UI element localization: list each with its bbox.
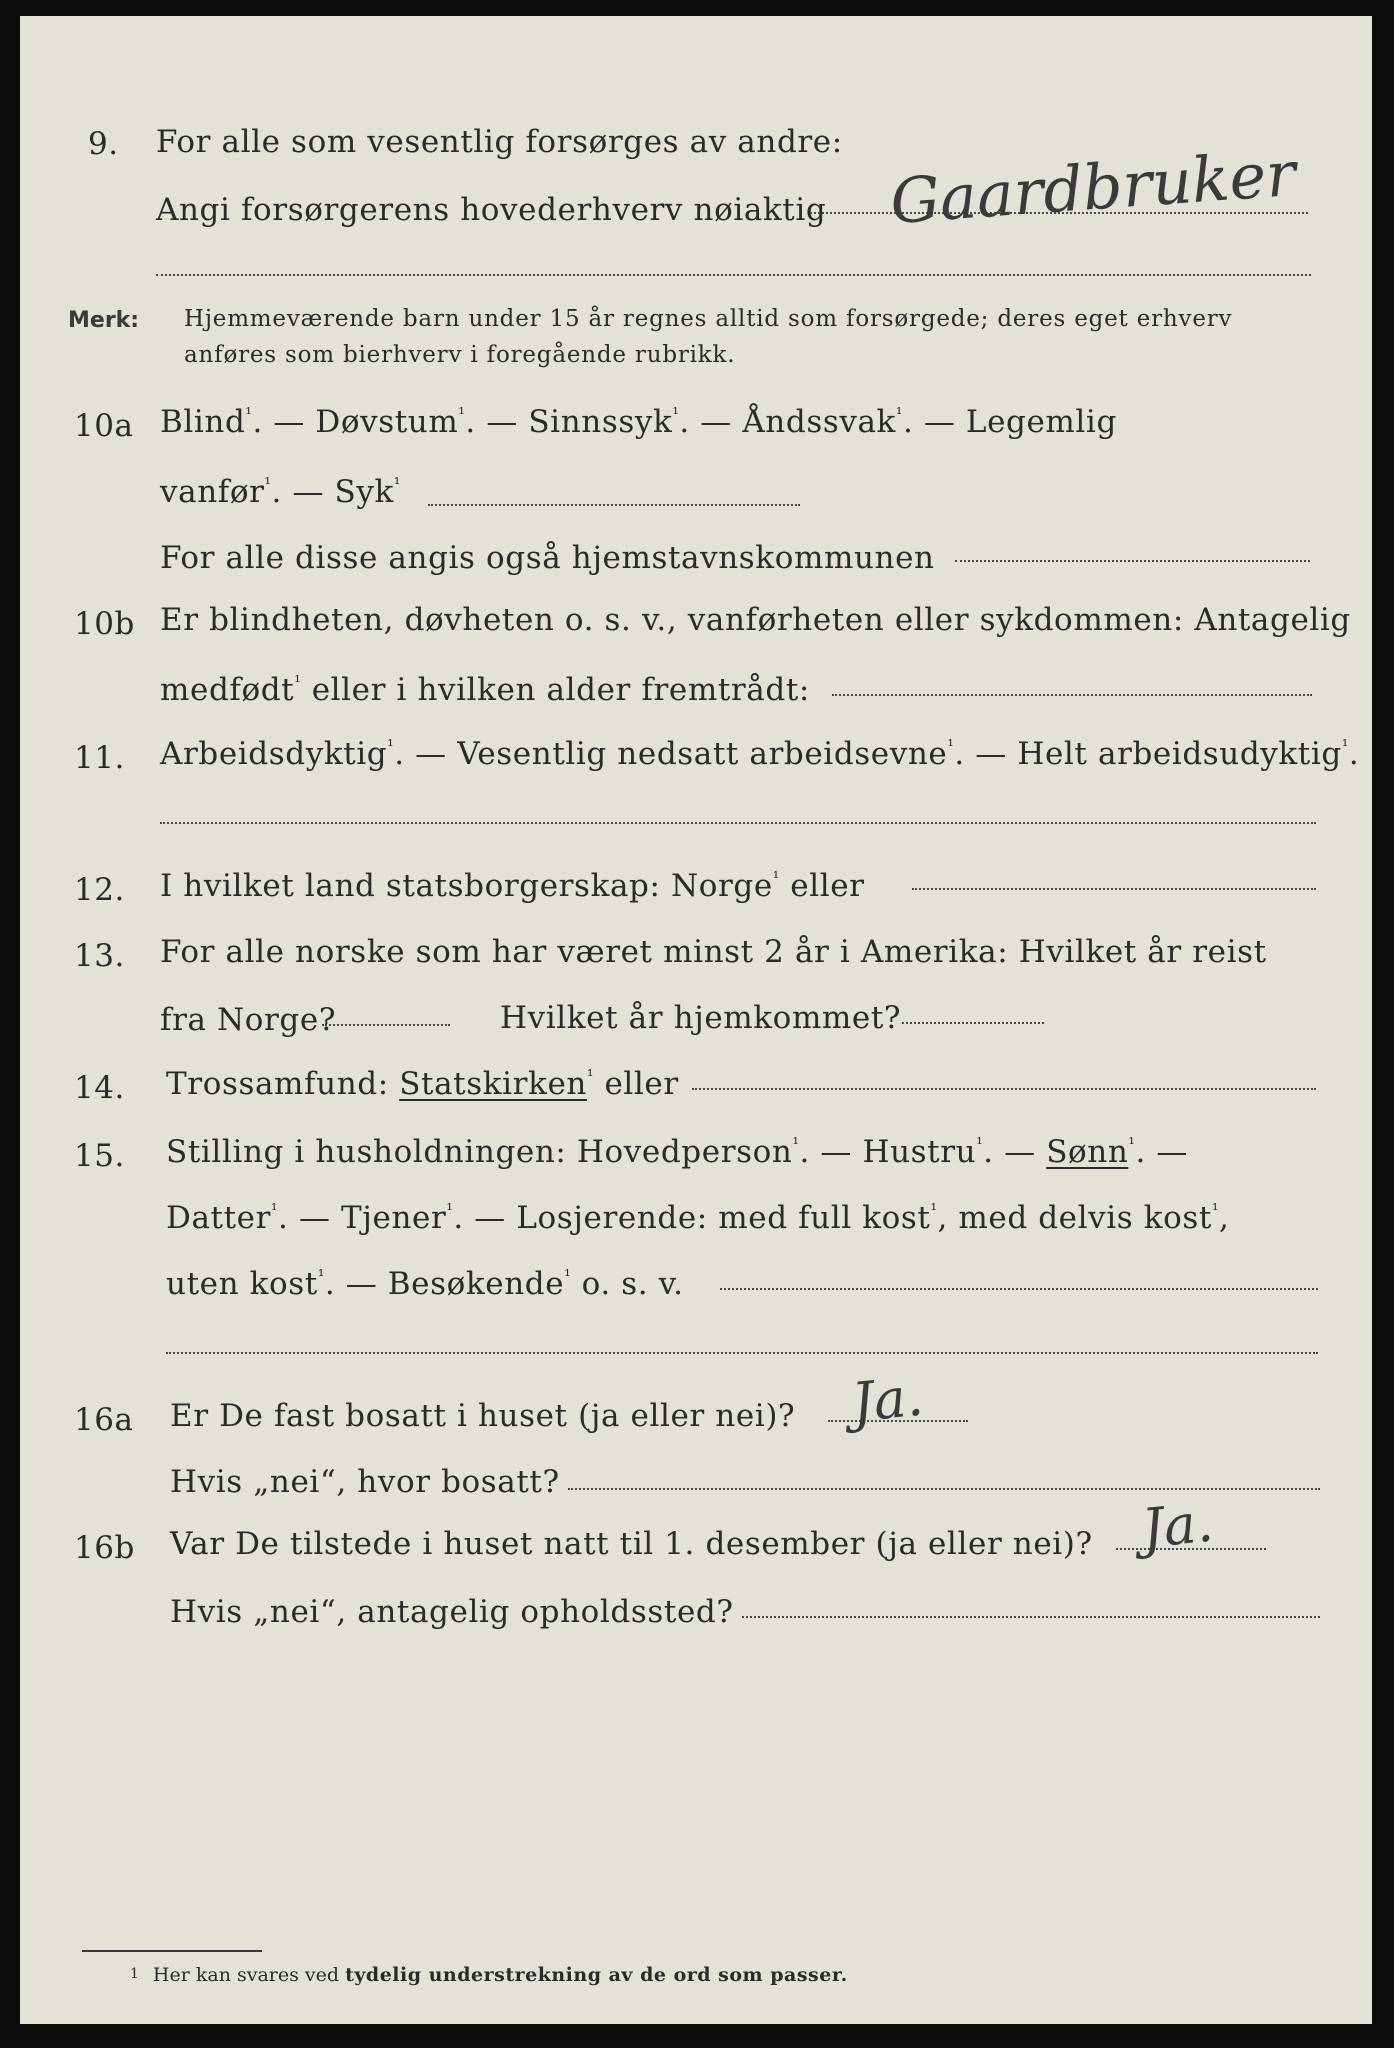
q10b-line2: medfødt$^{^1}$ eller i hvilken alder fremtrådt: [160, 672, 810, 708]
q14-answer-line [692, 1088, 1316, 1090]
q16b-number: 16b [74, 1530, 135, 1566]
q13-hjemkommet-line [902, 1022, 1044, 1024]
q15-number: 15. [74, 1138, 125, 1174]
footnote: 1 Her kan svares ved tydelig understrekning av de ord som passer. [130, 1964, 848, 1986]
q13-reist-line [322, 1024, 450, 1026]
merk-label: Merk: [68, 308, 140, 333]
q9-number: 9. [88, 126, 119, 162]
q10a-line3: For alle disse angis også hjemstavnskommunen [160, 540, 935, 576]
q13-line2b: Hvilket år hjemkommet? [500, 1000, 902, 1036]
q16b-opholdssted-line [742, 1616, 1320, 1618]
q11-answer-line [160, 822, 1316, 824]
merk-line2: anføres som bierhverv i foregående rubrikk. [184, 342, 736, 368]
q15-line1: Stilling i husholdningen: Hovedperson$^{^1}$. — Hustru$^{^1}$. — Sønn$^{^1}$. — [166, 1134, 1188, 1170]
q16a-handwritten-answer: Ja. [848, 1364, 927, 1435]
q15-answer-line [720, 1288, 1318, 1290]
q14-number: 14. [74, 1070, 125, 1106]
q15-sonn-underlined: Sønn [1046, 1134, 1129, 1170]
q11-line: Arbeidsdyktig$^{^1}$. — Vesentlig nedsatt arbeidsevne$^{^1}$. — Helt arbeidsudyktig$^{^1}$. [160, 736, 1360, 772]
q16b-line1: Var De tilstede i huset natt til 1. desember (ja eller nei)? [170, 1526, 1093, 1562]
q11-number: 11. [74, 740, 125, 776]
merk-line1: Hjemmeværende barn under 15 år regnes alltid som forsørgede; deres eget erhverv [184, 306, 1233, 332]
q16b-line2: Hvis „nei“, antagelig opholdssted? [170, 1594, 734, 1630]
q14-statskirken-underlined: Statskirken [399, 1066, 587, 1102]
q10b-answer-line [832, 694, 1312, 696]
q13-number: 13. [74, 938, 125, 974]
q9-handwritten-answer: Gaardbruker [887, 136, 1298, 239]
q10a-line1: Blind$^{^1}$. — Døvstum$^{^1}$. — Sinnssyk$^{^1}$. — Åndssvak$^{^1}$. — Legemlig [160, 404, 1117, 440]
q12-answer-line [912, 888, 1316, 890]
footnote-mark: 1 [130, 1966, 139, 1982]
q9-line2: Angi forsørgerens hovederhverv nøiaktig [156, 192, 827, 228]
q10a-hjemstavn-line [955, 560, 1310, 562]
q16a-number: 16a [74, 1402, 134, 1438]
q14-line: Trossamfund: Statskirken$^{^1}$ eller [166, 1066, 679, 1102]
q10a-number: 10a [74, 408, 134, 444]
q15-line3: uten kost$^{^1}$. — Besøkende$^{^1}$ o. s. v. [166, 1266, 684, 1302]
q13-line2a: fra Norge? [160, 1002, 337, 1038]
q9-extra-line [156, 274, 1311, 276]
q16a-line1: Er De fast bosatt i huset (ja eller nei)? [170, 1398, 796, 1434]
q9-line1: For alle som vesentlig forsørges av andre: [156, 124, 843, 160]
q10a-syk-line [428, 504, 800, 506]
q10b-number: 10b [74, 606, 135, 642]
q10a-line2: vanfør$^{^1}$. — Syk$^{^1}$ [160, 474, 401, 510]
q15-extra-line [166, 1352, 1318, 1354]
footnote-rule [82, 1950, 262, 1952]
q13-line1: For alle norske som har været minst 2 år i Amerika: Hvilket år reist [160, 934, 1267, 970]
q10b-line1: Er blindheten, døvheten o. s. v., vanførheten eller sykdommen: Antagelig [160, 602, 1351, 638]
q16a-line2: Hvis „nei“, hvor bosatt? [170, 1464, 560, 1500]
q15-line2: Datter$^{^1}$. — Tjener$^{^1}$. — Losjerende: med full kost$^{^1}$, med delvis kost$^{^1}$, [166, 1200, 1230, 1236]
q12-number: 12. [74, 872, 125, 908]
q12-line: I hvilket land statsborgerskap: Norge$^{^1}$ eller [160, 868, 865, 904]
q16b-handwritten-answer: Ja. [1138, 1490, 1217, 1561]
census-form-page [20, 16, 1372, 2024]
